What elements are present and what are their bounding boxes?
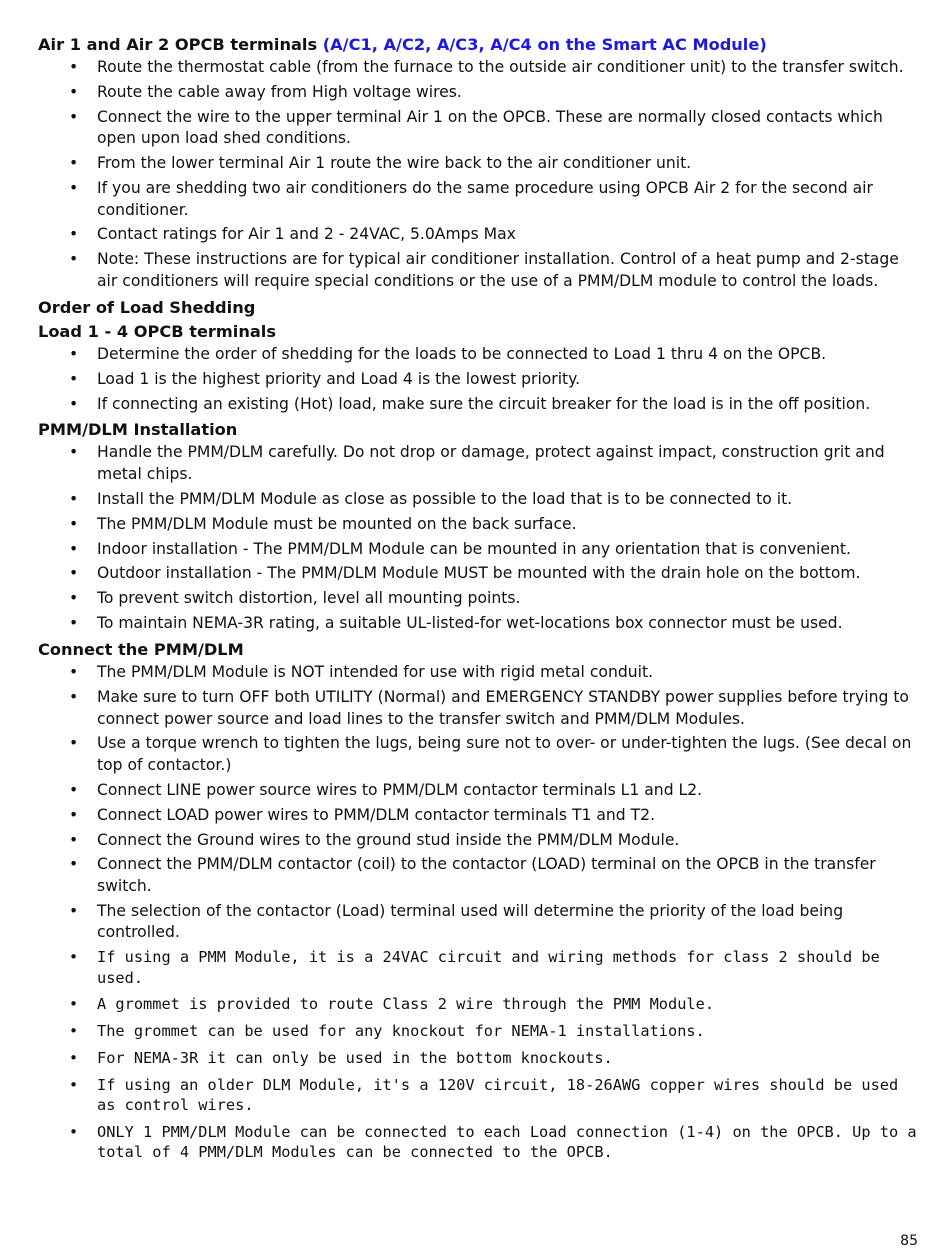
bullet-list-connect-pmm-dlm — [38, 662, 923, 944]
document-page — [38, 33, 923, 1169]
bullet-icon: • — [69, 805, 79, 824]
list-item-text: Indoor installation - The PMM/DLM Module can be mounted in any orientation that is convenient. — [97, 539, 851, 558]
list-item-text: If using a PMM Module, it is a 24VAC circuit and wiring methods for class 2 should be used. — [97, 948, 880, 987]
list-item-text: Use a torque wrench to tighten the lugs, being sure not to over- or under-tighten the lugs. (See decal on top of contactor.) — [97, 734, 912, 774]
bullet-list-load-terminals — [38, 344, 923, 415]
list-item — [38, 249, 923, 292]
list-item-text: Route the cable away from High voltage wires. — [97, 82, 462, 101]
list-item — [38, 830, 923, 852]
bullet-icon: • — [69, 855, 79, 874]
list-item-text: To prevent switch distortion, level all mounting points. — [97, 589, 521, 608]
bullet-icon: • — [69, 514, 79, 533]
list-item-text: The PMM/DLM Module must be mounted on the back surface. — [97, 514, 577, 533]
bullet-list-pmm-dlm-installation — [38, 442, 923, 634]
bullet-icon: • — [69, 1075, 79, 1094]
list-item-text: Connect the wire to the upper terminal Air 1 on the OPCB. These are normally closed contacts which open upon load shed conditions. — [97, 107, 883, 148]
list-item — [38, 901, 923, 944]
bullet-icon: • — [69, 948, 79, 967]
list-item — [38, 947, 923, 988]
bullet-icon: • — [69, 154, 79, 173]
list-item-text: If connecting an existing (Hot) load, make sure the circuit breaker for the load is in the off position. — [97, 394, 871, 413]
section-heading-order-of-load-shedding: Order of Load Shedding — [38, 297, 256, 317]
bullet-icon: • — [69, 589, 79, 608]
list-item — [38, 687, 923, 730]
list-item — [38, 514, 923, 536]
bullet-icon: • — [69, 58, 79, 76]
list-item — [38, 805, 923, 827]
list-item — [38, 539, 923, 561]
list-item — [38, 854, 923, 897]
bullet-icon: • — [69, 780, 79, 799]
list-item — [38, 1021, 923, 1042]
heading-accent-text: (A/C1, A/C2, A/C3, A/C4 on the Smart AC Module) — [322, 35, 767, 54]
bullet-icon: • — [69, 369, 79, 388]
list-item-text: ONLY 1 PMM/DLM Module can be connected to each Load connection (1-4) on the OPCB. Up to a total of 4 PMM/DLM Modules can be connected to the OPCB. — [97, 1122, 917, 1162]
list-item-text: Outdoor installation - The PMM/DLM Module MUST be mounted with the drain hole on the bottom. — [97, 564, 861, 583]
list-item-text: Route the thermostat cable (from the furnace to the outside air conditioner unit) to the transfer switch. — [97, 58, 904, 76]
page-number: 85 — [900, 1233, 918, 1249]
bullet-list-connect-pmm-dlm-notes — [38, 947, 923, 1162]
list-item — [38, 178, 923, 221]
bullet-list-air-terminals — [38, 57, 923, 292]
section-heading-pmm-dlm-installation: PMM/DLM Installation — [38, 420, 238, 440]
list-item — [38, 107, 923, 150]
list-item — [38, 1075, 923, 1116]
list-item-text: Load 1 is the highest priority and Load 4 is the lowest priority. — [97, 369, 581, 388]
list-item — [38, 994, 923, 1015]
bullet-icon: • — [69, 1048, 79, 1067]
bullet-icon: • — [69, 443, 79, 462]
list-item — [38, 57, 923, 79]
list-item — [38, 394, 923, 416]
bullet-icon: • — [69, 489, 79, 508]
list-item-text: Note: These instructions are for typical air conditioner installation. Control of a heat pump and 2-stage air conditioners will require special conditions or the use of a PMM/DLM module to control the loads. — [97, 250, 899, 290]
list-item-text: The PMM/DLM Module is NOT intended for use with rigid metal conduit. — [97, 663, 654, 682]
bullet-icon: • — [69, 614, 79, 633]
bullet-icon: • — [69, 107, 79, 126]
section-heading-connect-pmm-dlm: Connect the PMM/DLM — [38, 640, 244, 660]
section-heading-air-terminals — [38, 33, 923, 57]
list-item — [38, 153, 923, 175]
bullet-icon: • — [69, 394, 79, 413]
list-item-text: The grommet can be used for any knockout for NEMA-1 installations. — [97, 1022, 705, 1041]
bullet-icon: • — [69, 995, 79, 1014]
bullet-icon: • — [69, 82, 79, 101]
bullet-icon: • — [69, 663, 79, 682]
list-item — [38, 662, 923, 684]
list-item — [38, 1048, 923, 1069]
bullet-icon: • — [69, 1122, 79, 1141]
list-item — [38, 733, 923, 776]
section-heading-load-terminals: Load 1 - 4 OPCB terminals — [38, 321, 276, 341]
list-item — [38, 1122, 923, 1163]
list-item-text: Connect the Ground wires to the ground stud inside the PMM/DLM Module. — [97, 830, 680, 849]
bullet-icon: • — [69, 539, 79, 558]
list-item — [38, 224, 923, 246]
list-item-text: A grommet is provided to route Class 2 wire through the PMM Module. — [97, 995, 715, 1014]
heading-text: Air 1 and Air 2 OPCB terminals — [38, 35, 318, 54]
list-item-text: Connect LINE power source wires to PMM/DLM contactor terminals L1 and L2. — [97, 780, 703, 799]
list-item — [38, 563, 923, 585]
list-item-text: Determine the order of shedding for the loads to be connected to Load 1 thru 4 on the OPCB. — [97, 344, 827, 363]
list-item — [38, 613, 923, 635]
list-item-text: To maintain NEMA-3R rating, a suitable UL-listed-for wet-locations box connector must be used. — [97, 614, 843, 633]
bullet-icon: • — [69, 830, 79, 849]
bullet-icon: • — [69, 344, 79, 363]
list-item-text: Contact ratings for Air 1 and 2 - 24VAC, 5.0Amps Max — [97, 225, 516, 244]
bullet-icon: • — [69, 1022, 79, 1041]
list-item-text: If using an older DLM Module, it's a 120V circuit, 18-26AWG copper wires should be used as control wires. — [97, 1075, 899, 1115]
bullet-icon: • — [69, 901, 79, 920]
list-item — [38, 82, 923, 104]
list-item — [38, 442, 923, 485]
list-item-text: For NEMA-3R it can only be used in the bottom knockouts. — [97, 1048, 613, 1067]
list-item-text: Connect LOAD power wires to PMM/DLM contactor terminals T1 and T2. — [97, 805, 656, 824]
list-item — [38, 344, 923, 366]
bullet-icon: • — [69, 734, 79, 753]
list-item — [38, 489, 923, 511]
list-item-text: Install the PMM/DLM Module as close as possible to the load that is to be connected to it. — [97, 489, 793, 508]
list-item-text: The selection of the contactor (Load) terminal used will determine the priority of the load being controlled. — [97, 901, 844, 942]
bullet-icon: • — [69, 179, 79, 198]
list-item-text: Make sure to turn OFF both UTILITY (Normal) and EMERGENCY STANDBY power supplies before trying to connect power source and load lines to the transfer switch and PMM/DLM Modules. — [97, 688, 909, 728]
list-item-text: Handle the PMM/DLM carefully. Do not drop or damage, protect against impact, construction grit and metal chips. — [97, 443, 885, 483]
list-item — [38, 369, 923, 391]
list-item — [38, 588, 923, 610]
bullet-icon: • — [69, 564, 79, 583]
list-item-text: If you are shedding two air conditioners do the same procedure using OPCB Air 2 for the second air conditioner. — [97, 179, 873, 219]
list-item-text: From the lower terminal Air 1 route the wire back to the air conditioner unit. — [97, 154, 692, 173]
list-item-text: Connect the PMM/DLM contactor (coil) to the contactor (LOAD) terminal on the OPCB in the transfer switch. — [97, 855, 876, 895]
bullet-icon: • — [69, 225, 79, 244]
bullet-icon: • — [69, 688, 79, 707]
bullet-icon: • — [69, 250, 79, 269]
list-item — [38, 780, 923, 802]
